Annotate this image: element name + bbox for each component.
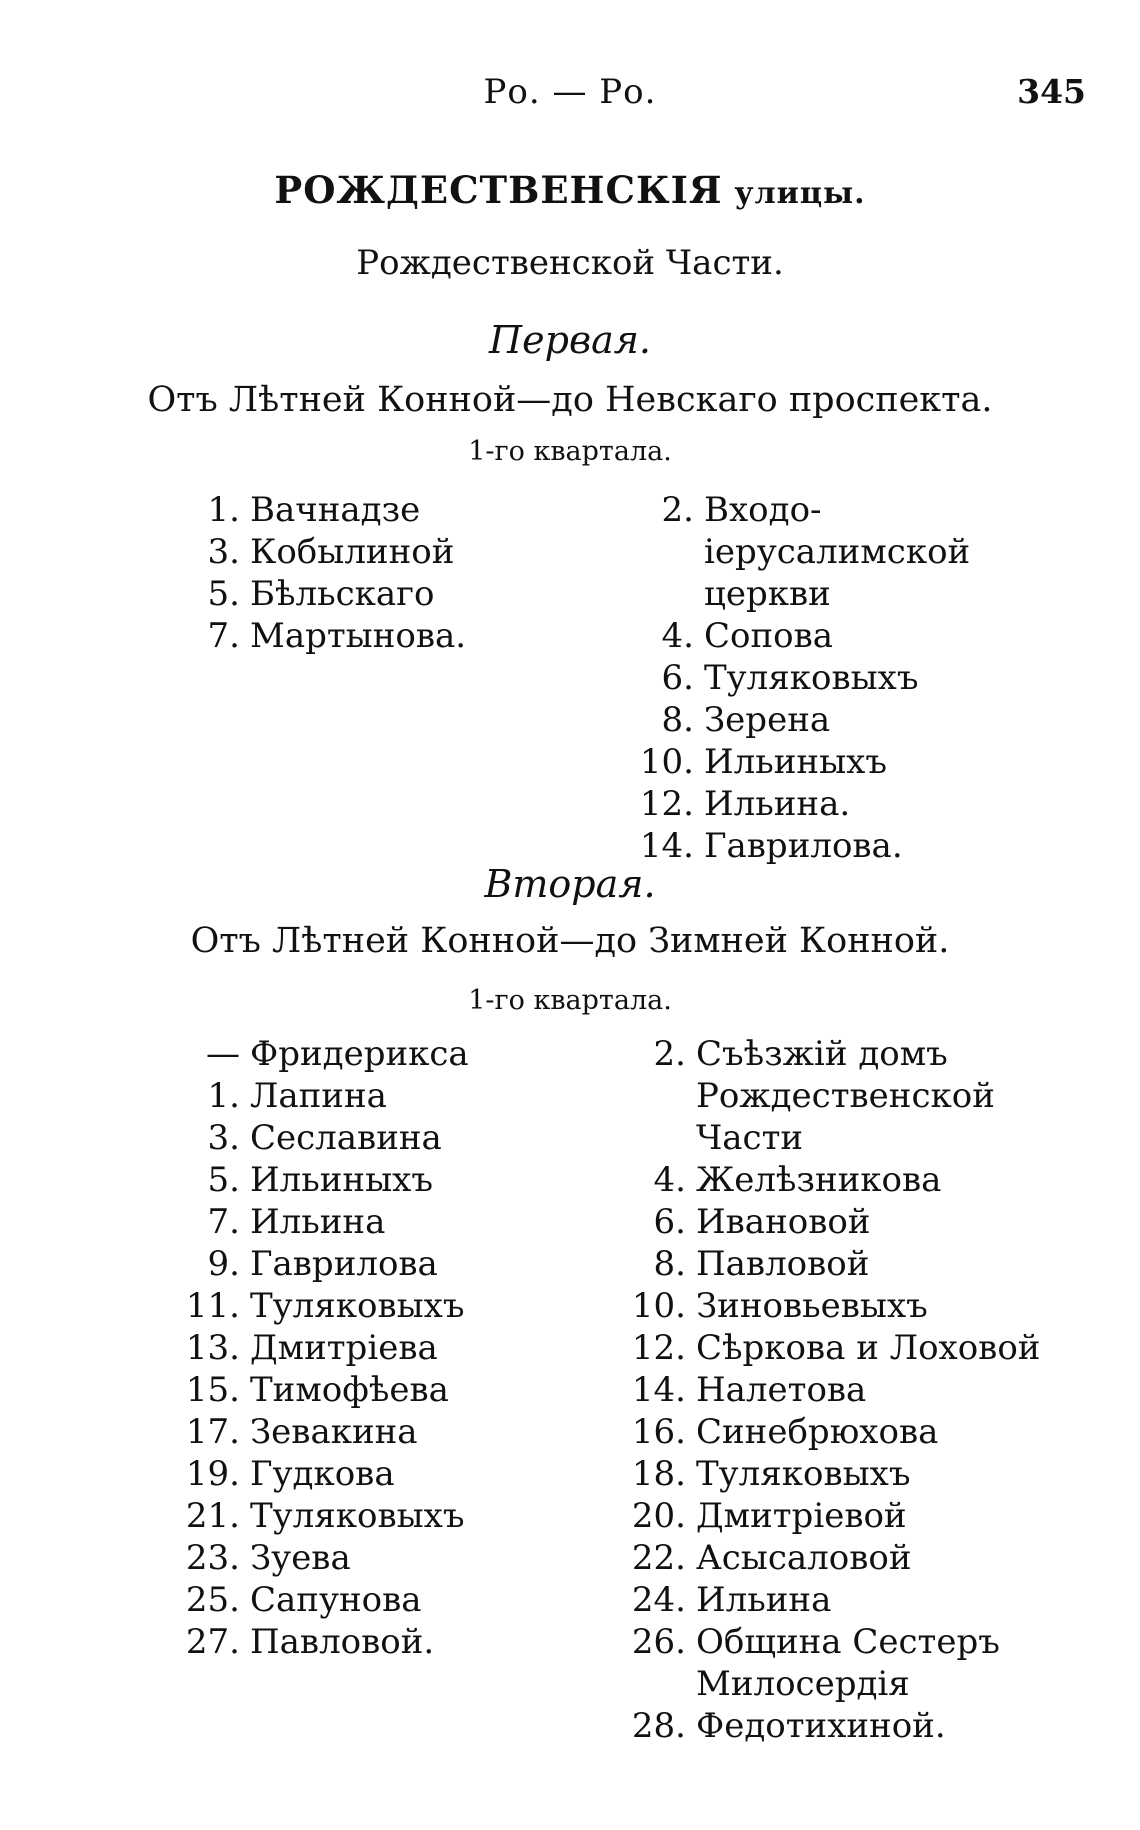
item-name: Сапунова: [250, 1580, 422, 1620]
list-item: [622, 1243, 1092, 1285]
item-number: 7.: [207, 1202, 240, 1242]
item-number: 18.: [631, 1454, 686, 1494]
list-item: [622, 1621, 1092, 1705]
list-item: [168, 1243, 488, 1285]
item-number: 23.: [185, 1538, 240, 1578]
item-number: 13.: [185, 1328, 240, 1368]
item-name: Тимофѣева: [250, 1370, 449, 1410]
page-title: [0, 168, 1140, 212]
list-item: [168, 1117, 488, 1159]
item-name: Гудкова: [250, 1454, 395, 1494]
list-item: [622, 1579, 1092, 1621]
item-name: Синебрюхова: [696, 1412, 939, 1452]
list-item: [180, 615, 467, 657]
item-number: 5.: [207, 574, 240, 614]
item-name: Дмитріевой: [696, 1496, 907, 1536]
item-name: Ильина.: [704, 784, 851, 824]
item-number: 21.: [185, 1496, 240, 1536]
item-number: 28.: [631, 1706, 686, 1746]
item-name: Фридерикса: [250, 1034, 469, 1074]
list-item: [168, 1369, 488, 1411]
item-name: Съѣзжій домъ Рождественской Части: [696, 1034, 995, 1158]
item-name: Зевакина: [250, 1412, 418, 1452]
section-range-first: Отъ Лѣтней Конной—до Невскаго проспекта.: [147, 380, 993, 420]
item-number: 10.: [631, 1286, 686, 1326]
item-number: 4.: [653, 1160, 686, 1200]
item-number: 1.: [207, 1076, 240, 1116]
item-name: Ильиныхъ: [704, 742, 887, 782]
list-item: [180, 531, 460, 573]
item-name: Вачнадзе: [250, 490, 421, 530]
item-number: 3.: [207, 532, 240, 572]
item-name: Желѣзникова: [696, 1160, 942, 1200]
item-name: Туляковыхъ: [704, 658, 919, 698]
subtitle: Рождественской Части.: [356, 243, 784, 283]
item-number: 2.: [653, 1034, 686, 1074]
item-number: 8.: [661, 700, 694, 740]
section-range-second: Отъ Лѣтней Конной—до Зимней Конной.: [190, 921, 950, 961]
item-name: Ивановой: [696, 1202, 871, 1242]
item-name: Гаврилова.: [704, 826, 903, 866]
list-item: [168, 1579, 488, 1621]
item-name: Налетова: [696, 1370, 867, 1410]
item-number: 8.: [653, 1244, 686, 1284]
item-name: Сопова: [704, 616, 834, 656]
address-list-right: [622, 1033, 1092, 1747]
list-item: [168, 1285, 488, 1327]
list-item: [622, 1285, 1092, 1327]
section-quarter-second: 1-го квартала.: [468, 985, 672, 1016]
item-name: Дмитріева: [250, 1328, 438, 1368]
running-head: Ро. — Ро.: [483, 72, 657, 112]
item-name: Община Сестеръ Милосердія: [696, 1622, 1000, 1704]
list-item: [632, 825, 1072, 867]
item-number: 7.: [207, 616, 240, 656]
list-item: [632, 615, 1072, 657]
list-item: [180, 573, 460, 615]
item-number: 27.: [185, 1622, 240, 1662]
list-item: [168, 1621, 488, 1663]
item-number: 15.: [185, 1370, 240, 1410]
item-name: Туляковыхъ: [250, 1496, 465, 1536]
address-list-left: [180, 489, 467, 657]
item-name: Зуева: [250, 1538, 351, 1578]
item-number: 20.: [631, 1496, 686, 1536]
title-suffix: улицы.: [734, 176, 866, 211]
list-item: [622, 1453, 1092, 1495]
item-number: 5.: [207, 1160, 240, 1200]
item-number: 12.: [631, 1328, 686, 1368]
item-number: 9.: [207, 1244, 240, 1284]
list-item: [168, 1411, 488, 1453]
address-list-left: [168, 1033, 488, 1663]
item-number: 16.: [631, 1412, 686, 1452]
list-item: [622, 1537, 1092, 1579]
list-item: [180, 489, 460, 531]
section-quarter-first: 1-го квартала.: [468, 436, 672, 467]
item-name: Гаврилова: [250, 1244, 438, 1284]
list-item: [632, 741, 1072, 783]
list-item: [632, 783, 1072, 825]
item-name: Асысаловой: [696, 1538, 912, 1578]
list-item: [168, 1453, 488, 1495]
item-number: 24.: [631, 1580, 686, 1620]
list-item: [168, 1327, 488, 1369]
item-number: 1.: [207, 490, 240, 530]
item-number: 11.: [185, 1286, 240, 1326]
item-number: 26.: [631, 1622, 686, 1662]
list-item: [622, 1411, 1092, 1453]
item-name: Мартынова.: [250, 616, 467, 656]
item-name: Ильина: [250, 1202, 386, 1242]
list-item: [168, 1159, 488, 1201]
item-number: 14.: [639, 826, 694, 866]
item-name: Федотихиной.: [696, 1706, 946, 1746]
item-name: Зерена: [704, 700, 831, 740]
item-name: Туляковыхъ: [250, 1286, 465, 1326]
item-number: —: [206, 1034, 240, 1074]
list-item: [622, 1705, 1092, 1747]
item-number: 14.: [631, 1370, 686, 1410]
item-number: 22.: [631, 1538, 686, 1578]
item-name: Входо-іерусалимской церкви: [704, 490, 971, 614]
list-item: [168, 1201, 488, 1243]
section-heading-second: Вторая.: [484, 862, 656, 906]
item-number: 10.: [639, 742, 694, 782]
item-name: Сеславина: [250, 1118, 442, 1158]
list-item: [622, 1495, 1092, 1537]
list-item: [622, 1033, 1092, 1159]
item-name: Лапина: [250, 1076, 387, 1116]
item-name: Туляковыхъ: [696, 1454, 911, 1494]
item-name: Павловой.: [250, 1622, 435, 1662]
item-number: 4.: [661, 616, 694, 656]
item-number: 6.: [661, 658, 694, 698]
list-item: [622, 1327, 1092, 1369]
item-name: Сѣркова и Лоховой: [696, 1328, 1041, 1368]
item-number: 17.: [185, 1412, 240, 1452]
title-main: РОЖДЕСТВЕНСКІЯ: [274, 168, 723, 212]
list-item: [632, 657, 1072, 699]
item-number: 25.: [185, 1580, 240, 1620]
item-number: 12.: [639, 784, 694, 824]
item-name: Ильина: [696, 1580, 832, 1620]
address-list-right: [632, 489, 1072, 867]
item-name: Ильиныхъ: [250, 1160, 433, 1200]
item-number: 6.: [653, 1202, 686, 1242]
item-number: 3.: [207, 1118, 240, 1158]
list-item: [622, 1369, 1092, 1411]
item-number: 2.: [661, 490, 694, 530]
item-name: Зиновьевыхъ: [696, 1286, 928, 1326]
list-item: [168, 1033, 488, 1075]
item-name: Кобылиной: [250, 532, 455, 572]
list-item: [168, 1495, 488, 1537]
list-item: [632, 489, 1072, 615]
item-number: 19.: [185, 1454, 240, 1494]
list-item: [622, 1159, 1092, 1201]
list-item: [168, 1075, 488, 1117]
list-item: [622, 1201, 1092, 1243]
item-name: Павловой: [696, 1244, 870, 1284]
list-item: [632, 699, 1072, 741]
page-number: 345: [1017, 72, 1086, 111]
item-name: Бѣльскаго: [250, 574, 435, 614]
list-item: [168, 1537, 488, 1579]
section-heading-first: Первая.: [489, 318, 651, 362]
